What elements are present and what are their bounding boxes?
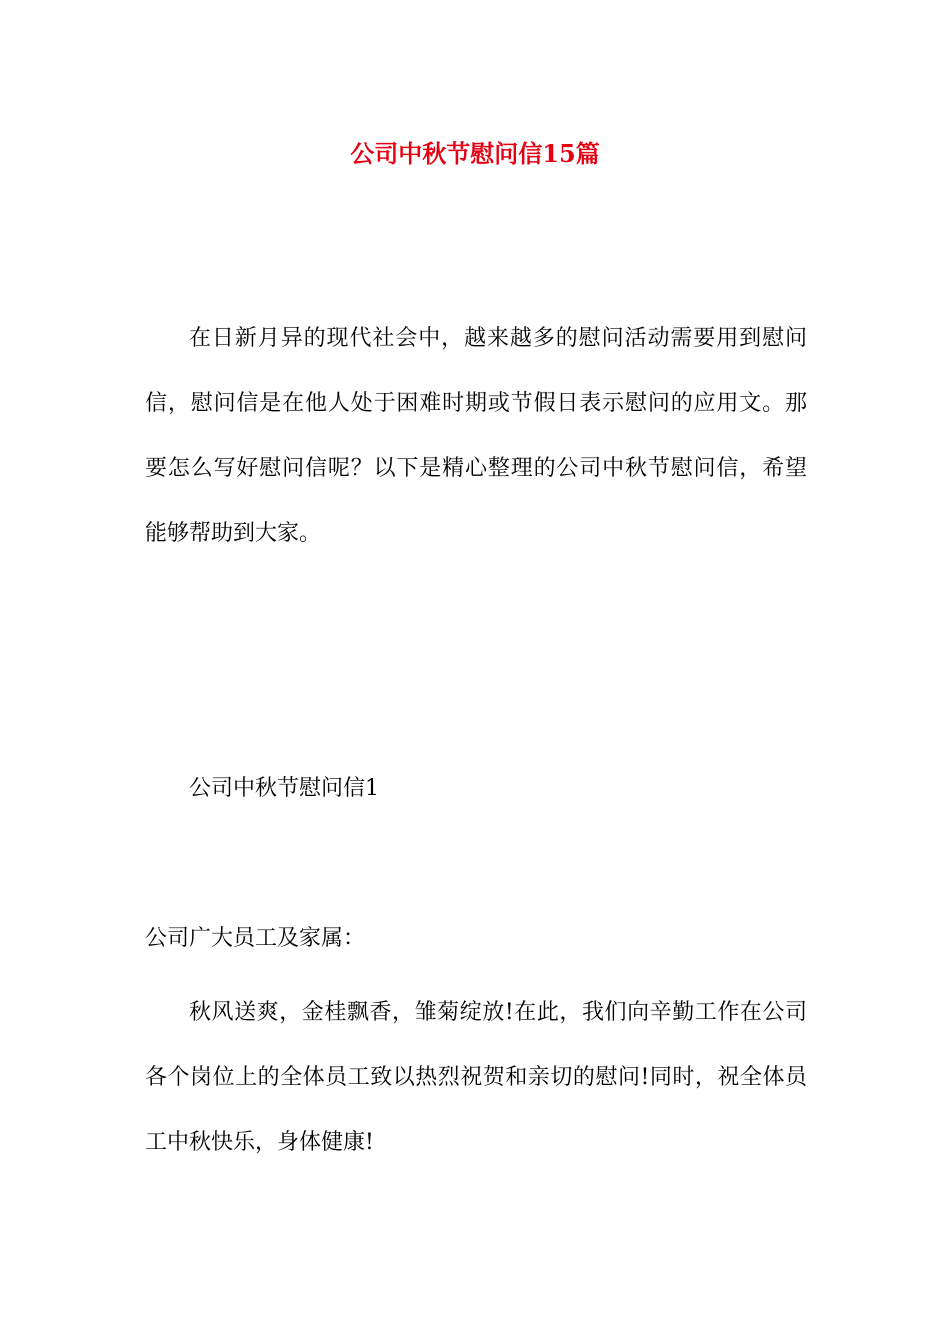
intro-line: 信，慰问信是在他人处于困难时期或节假日表示慰问的应用文。那 [145, 391, 807, 416]
letter-line: 秋风送爽，金桂飘香，雏菊绽放!在此，我们向辛勤工作在公司 [189, 1000, 807, 1025]
document-title: 公司中秋节慰问信15篇 [350, 139, 600, 168]
intro-paragraph [145, 306, 807, 566]
section-heading-block [145, 756, 807, 821]
section-heading: 公司中秋节慰问信1 [189, 776, 379, 801]
salutation-block [145, 906, 807, 971]
letter-line: 各个岗位上的全体员工致以热烈祝贺和亲切的慰问!同时，祝全体员 [145, 1065, 807, 1090]
intro-line: 要怎么写好慰问信呢？以下是精心整理的公司中秋节慰问信，希望 [145, 456, 807, 481]
intro-line: 能够帮助到大家。 [145, 521, 322, 546]
salutation: 公司广大员工及家属： [145, 926, 366, 951]
letter-body-paragraph [145, 980, 807, 1175]
intro-line: 在日新月异的现代社会中，越来越多的慰问活动需要用到慰问 [189, 326, 807, 351]
letter-line: 工中秋快乐，身体健康! [145, 1130, 374, 1155]
